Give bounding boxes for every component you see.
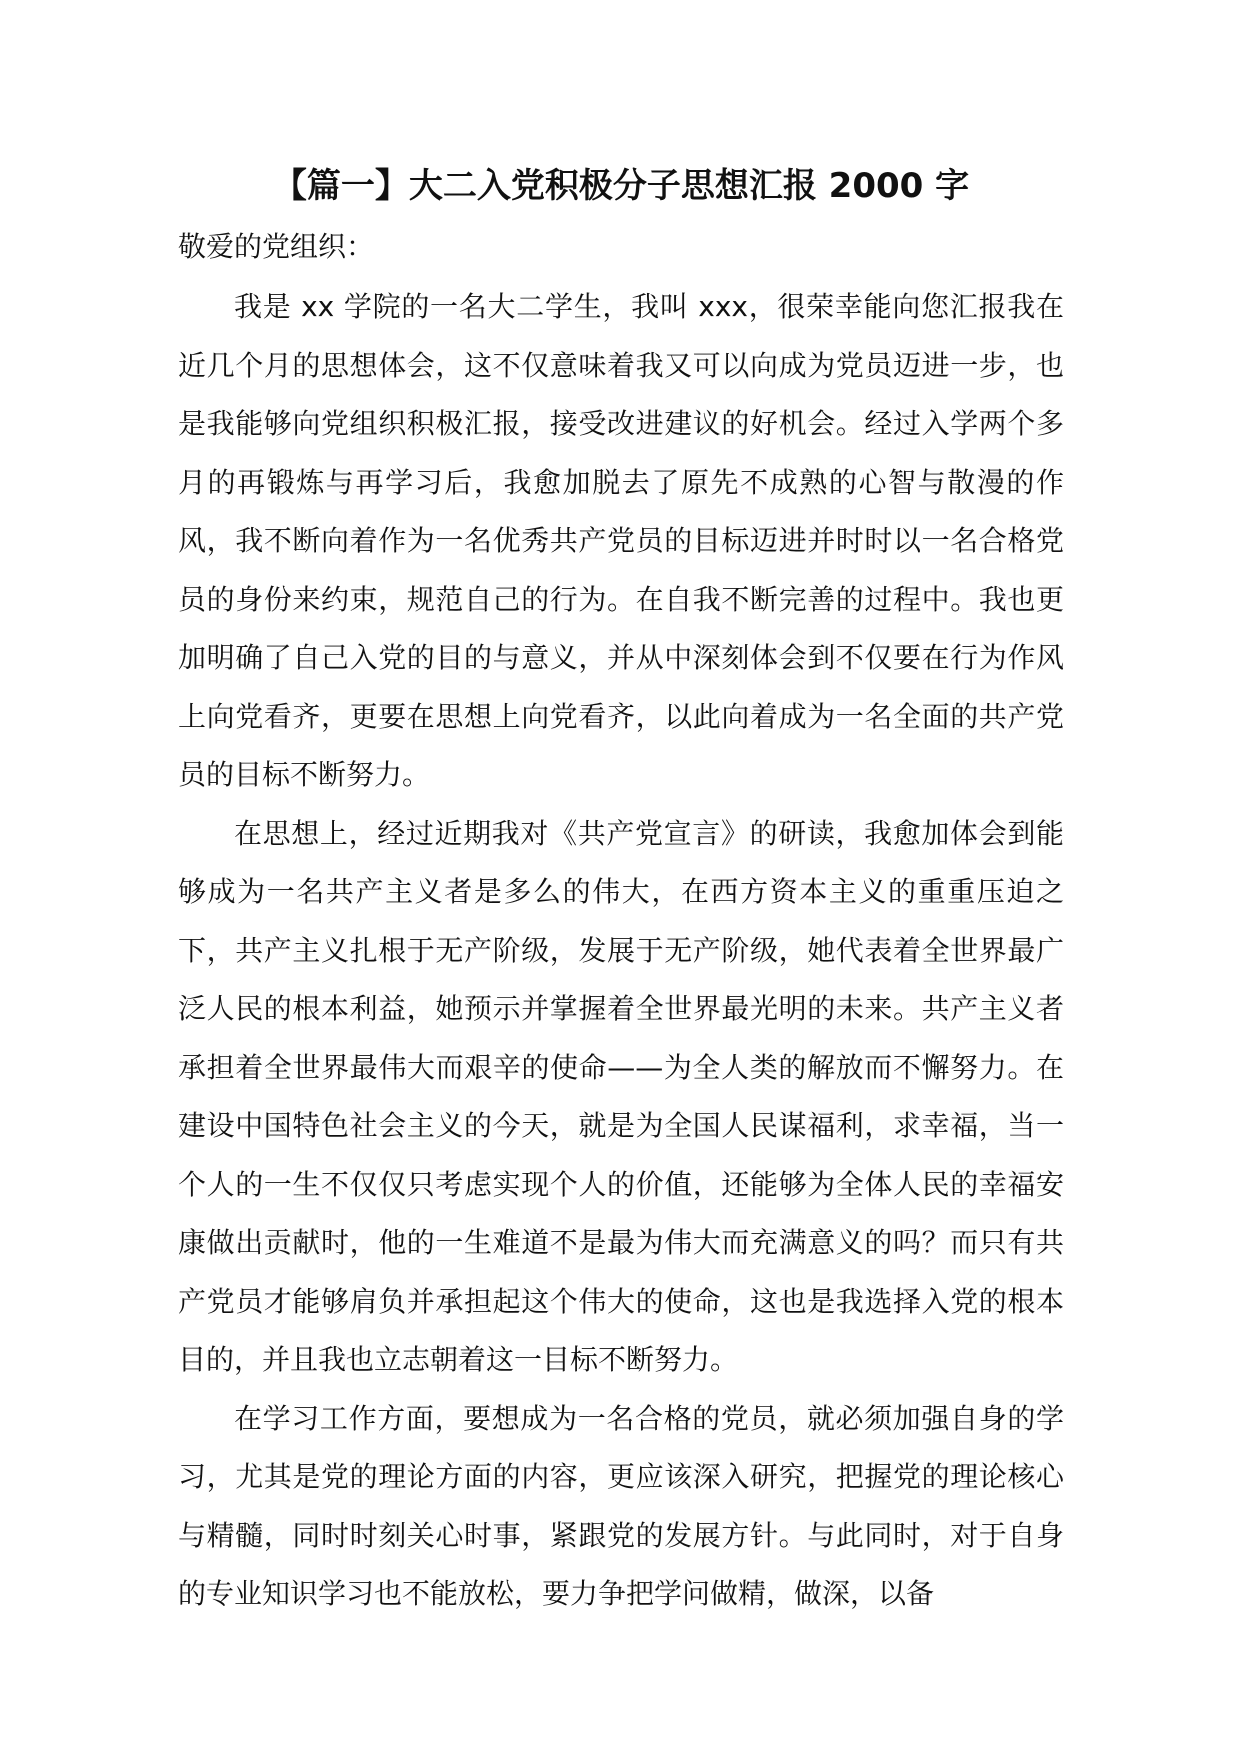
- salutation: 敬爱的党组织：: [178, 230, 375, 263]
- document-title: 【篇一】大二入党积极分子思想汇报 2000 字: [272, 166, 970, 206]
- paragraph-1: 我是 xx 学院的一名大二学生，我叫 xxx，很荣幸能向您汇报我在近几个月的思想体会，这不仅意味着我又可以向成为党员迈进一步，也是我能够向党组织积极汇报，接受改进建议的好机会。经过入学两个多月的再锻炼与再学习后，我愈加脱去了原先不成熟的心智与散漫的作风，我不断向着作为一名优秀共产党员的目标迈进并时时以一名合格党员的身份来约束，规范自己的行为。在自我不断完善的过程中。我也更加明确了自己入党的目的与意义，并从中深刻体会到不仅要在行为作风上向党看齐，更要在思想上向党看齐，以此向着成为一名全面的共产党员的目标不断努力。: [178, 290, 1064, 791]
- paragraph-3: 在学习工作方面，要想成为一名合格的党员，就必须加强自身的学习，尤其是党的理论方面的内容，更应该深入研究，把握党的理论核心与精髓，同时时刻关心时事，紧跟党的发展方针。与此同时，对于自身的专业知识学习也不能放松，要力争把学问做精，做深，以备: [178, 1401, 1064, 1610]
- paragraph-2: 在思想上，经过近期我对《共产党宣言》的研读，我愈加体会到能够成为一名共产主义者是多么的伟大，在西方资本主义的重重压迫之下，共产主义扎根于无产阶级，发展于无产阶级，她代表着全世界最广泛人民的根本利益，她预示并掌握着全世界最光明的未来。共产主义者承担着全世界最伟大而艰辛的使命——为全人类的解放而不懈努力。在建设中国特色社会主义的今天，就是为全国人民谋福利，求幸福，当一个人的一生不仅仅只考虑实现个人的价值，还能够为全体人民的幸福安康做出贡献时，他的一生难道不是最为伟大而充满意义的吗？而只有共产党员才能够肩负并承担起这个伟大的使命，这也是我选择入党的根本目的，并且我也立志朝着这一目标不断努力。: [178, 816, 1064, 1376]
